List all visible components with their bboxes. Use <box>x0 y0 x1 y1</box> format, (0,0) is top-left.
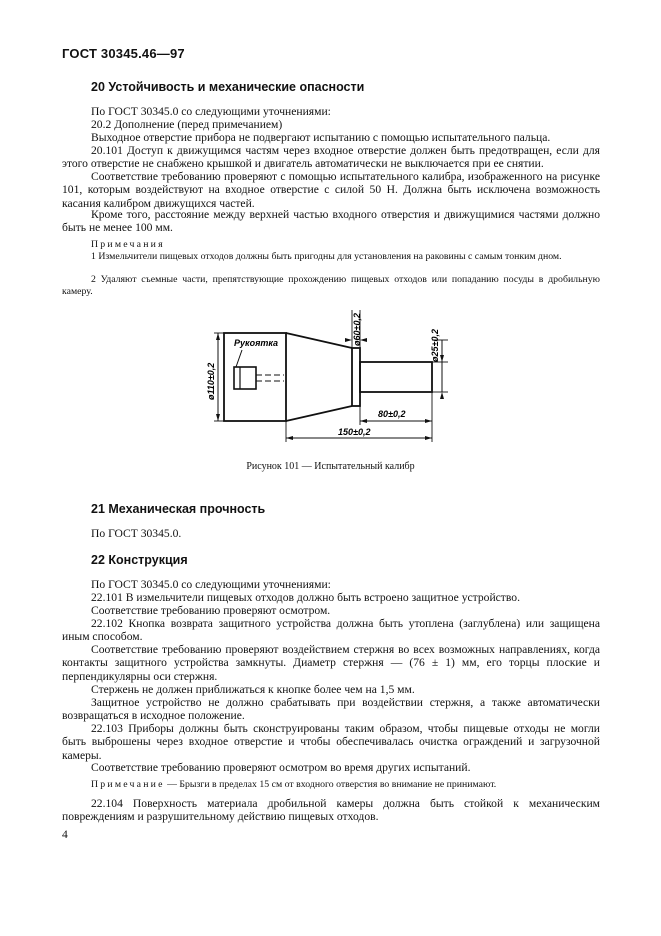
gauge-cone-edge <box>286 333 352 348</box>
note-item: 2 Удаляют съемные части, препятствующие прохождению пищевых отходов или попаданию посуды в дробильную камеру. <box>62 274 600 297</box>
note-label: Примечание <box>91 779 165 790</box>
gauge-rod <box>360 362 432 392</box>
section-22-note <box>62 779 600 791</box>
gauge-cone-edge <box>286 406 352 421</box>
section-20-para-4: 20.101 Доступ к движущимся частям через входное отверстие должен быть предотвращен, если для этого отверстие не снабжено крышкой и двигатель автоматически не выключается при ее снятии. <box>62 144 600 171</box>
handle-label: Рукоятка <box>234 338 279 348</box>
dimension-150: 150±0,2 <box>338 427 371 437</box>
section-20-title: 20 Устойчивость и механические опасности <box>91 80 365 94</box>
section-22-para-4: 22.102 Кнопка возврата защитного устройства должна быть утоплена (заглублена) или защищена иным способом. <box>62 617 600 644</box>
section-22-para-2: 22.101 В измельчители пищевых отходов должно быть встроено защитное устройство. <box>91 591 520 604</box>
section-20-para-5: Соответствие требованию проверяют с помощью испытательного калибра, изображенного на рисунке 101, которым воздействуют на входное отверстие с силой 50 Н. Должна быть исключена возможность касания калибром движущихся частей. <box>62 170 600 210</box>
section-22-para-7: Защитное устройство не должно срабатывать при воздействии стержня, а также автоматически возвращаться в исходное положение. <box>62 696 600 723</box>
section-22-para-5: Соответствие требованию проверяют воздействием стержня во всех возможных направлениях, когда контакты защитного устройства замкнуты. Диаметр стержня — (76 ± 1) мм, его торцы плоские и перпендикулярны оси стержня. <box>62 643 600 683</box>
section-22-para-8: 22.103 Приборы должны быть сконструированы таким образом, чтобы пищевые отходы не могли быть выброшены через входное отверстие и чтобы обеспечивалась очистка ограждений и загрузочной камеры. <box>62 722 600 762</box>
test-gauge-drawing <box>200 300 460 460</box>
section-22-para-10: 22.104 Поверхность материала дробильной камеры должна быть стойкой к механическим повреждениям и разрушительному действию пищевых отходов. <box>62 797 600 824</box>
note-text: — Брызги в пределах 15 см от входного отверстия во внимание не принимают. <box>164 779 497 790</box>
section-22-para-9: Соответствие требованию проверяют осмотром во время других испытаний. <box>91 761 471 774</box>
section-21-title: 21 Механическая прочность <box>91 502 266 516</box>
figure-caption: Рисунок 101 — Испытательный калибр <box>246 461 415 472</box>
section-22-para-1: По ГОСТ 30345.0 со следующими уточнениями: <box>91 578 331 591</box>
dimension-d60: ø60±0,2 <box>352 313 362 346</box>
section-22-title: 22 Конструкция <box>91 553 188 567</box>
handle-slot <box>234 367 256 389</box>
section-22-para-6: Стержень не должен приближаться к кнопке более чем на 1,5 мм. <box>91 683 415 696</box>
dimension-d110: ø110±0,2 <box>206 362 216 400</box>
note-label: Примечания <box>91 239 165 250</box>
section-21-para-1: По ГОСТ 30345.0. <box>91 527 182 540</box>
note-item: 1 Измельчители пищевых отходов должны быть пригодны для установления на раковины с самым тонким дном. <box>91 251 562 262</box>
section-20-para-3: Выходное отверстие прибора не подвергают испытанию с помощью испытательного пальца. <box>91 131 551 144</box>
page-number: 4 <box>62 828 68 841</box>
section-20-para-6: Кроме того, расстояние между верхней частью входного отверстия и движущимися частями должно быть не менее 100 мм. <box>62 208 600 235</box>
section-20-para-1: По ГОСТ 30345.0 со следующими уточнениями: <box>91 105 331 118</box>
section-20-para-2: 20.2 Дополнение (перед примечанием) <box>91 118 283 131</box>
dimension-80: 80±0,2 <box>378 409 406 419</box>
dimension-d25: ø25±0,2 <box>430 329 440 362</box>
section-22-para-3: Соответствие требованию проверяют осмотром. <box>91 604 331 617</box>
document-header: ГОСТ 30345.46—97 <box>62 46 185 61</box>
gauge-neck <box>352 348 360 406</box>
